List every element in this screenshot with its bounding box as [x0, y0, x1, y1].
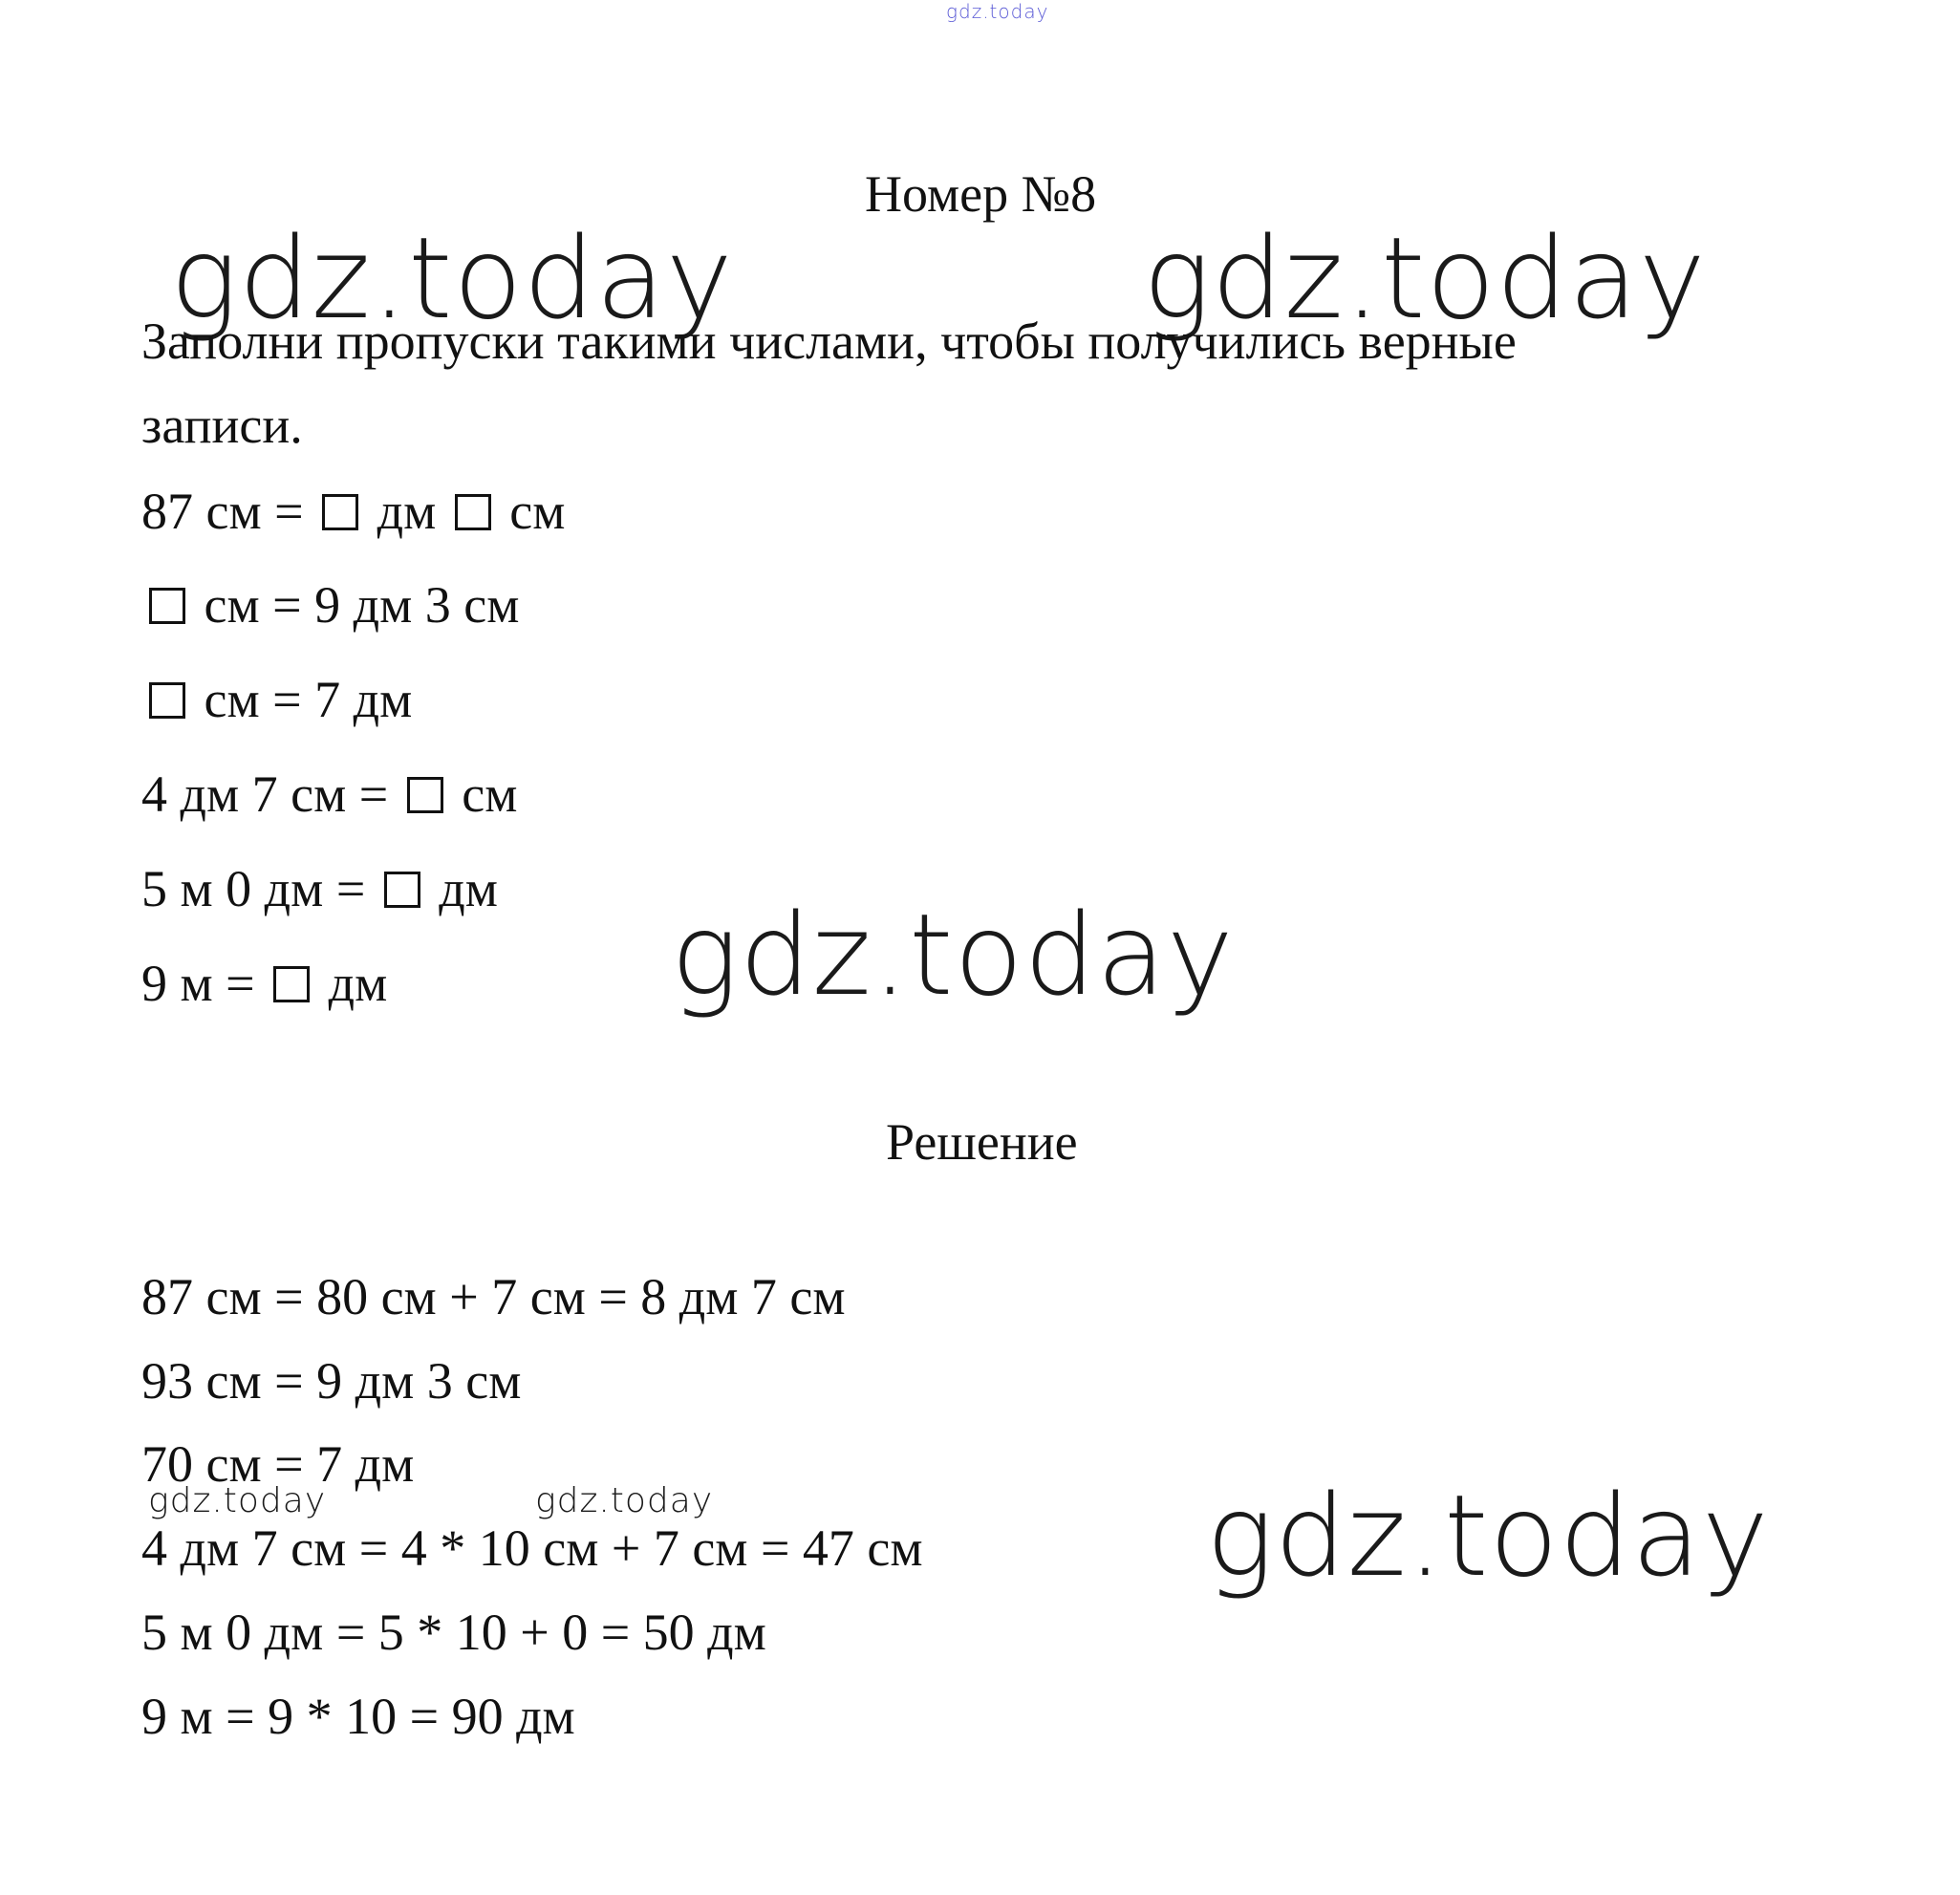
exercise-text: дм: [315, 955, 388, 1012]
exercise-row-4: [141, 765, 518, 823]
watermark-big-1: gdz.today: [170, 212, 734, 344]
exercise-text: см: [496, 483, 566, 540]
exercise-text: 5 м 0 дм =: [141, 860, 378, 917]
exercise-row-3: [141, 671, 413, 728]
watermark-big-2: gdz.today: [1143, 212, 1707, 344]
page-title: Номер №8: [865, 165, 1097, 223]
solution-heading: Решение: [886, 1113, 1078, 1171]
watermark-small-1: gdz.today: [148, 1481, 327, 1520]
solution-row-3: 70 см = 7 дм: [141, 1435, 415, 1493]
solution-row-2: 93 см = 9 дм 3 см: [141, 1352, 522, 1410]
exercise-text: см = 7 дм: [191, 671, 413, 728]
task-text-line-1: Заполни пропуски такими числами, чтобы получились верные: [141, 312, 1517, 370]
task-text-line-2: записи.: [141, 397, 303, 454]
solution-row-6: 9 м = 9 * 10 = 90 дм: [141, 1688, 575, 1745]
exercise-text: 9 м =: [141, 955, 269, 1012]
exercise-row-6: [141, 955, 388, 1012]
solution-row-5: 5 м 0 дм = 5 * 10 + 0 = 50 дм: [141, 1604, 766, 1661]
exercise-text: дм: [364, 483, 449, 540]
exercise-text: см: [448, 765, 518, 823]
blank-box: [149, 588, 185, 624]
blank-box: [149, 682, 185, 719]
blank-box: [455, 494, 491, 530]
watermark-small-2: gdz.today: [535, 1481, 714, 1520]
solution-row-1: 87 см = 80 см + 7 см = 8 дм 7 см: [141, 1268, 846, 1325]
watermark-top: gdz.today: [946, 0, 1049, 23]
exercise-text: 4 дм 7 см =: [141, 765, 401, 823]
blank-box: [384, 872, 420, 908]
exercise-text: см = 9 дм 3 см: [191, 576, 520, 634]
exercise-text: дм: [425, 860, 498, 917]
watermark-big-3: gdz.today: [671, 889, 1235, 1021]
blank-box: [322, 494, 358, 530]
blank-box: [273, 966, 310, 1002]
exercise-row-1: [141, 483, 566, 540]
watermark-big-4: gdz.today: [1206, 1470, 1770, 1602]
exercise-row-5: [141, 860, 498, 917]
exercise-text: 87 см =: [141, 483, 317, 540]
solution-row-4: 4 дм 7 см = 4 * 10 см + 7 см = 47 см: [141, 1519, 923, 1577]
exercise-row-2: [141, 576, 520, 634]
blank-box: [407, 777, 443, 813]
